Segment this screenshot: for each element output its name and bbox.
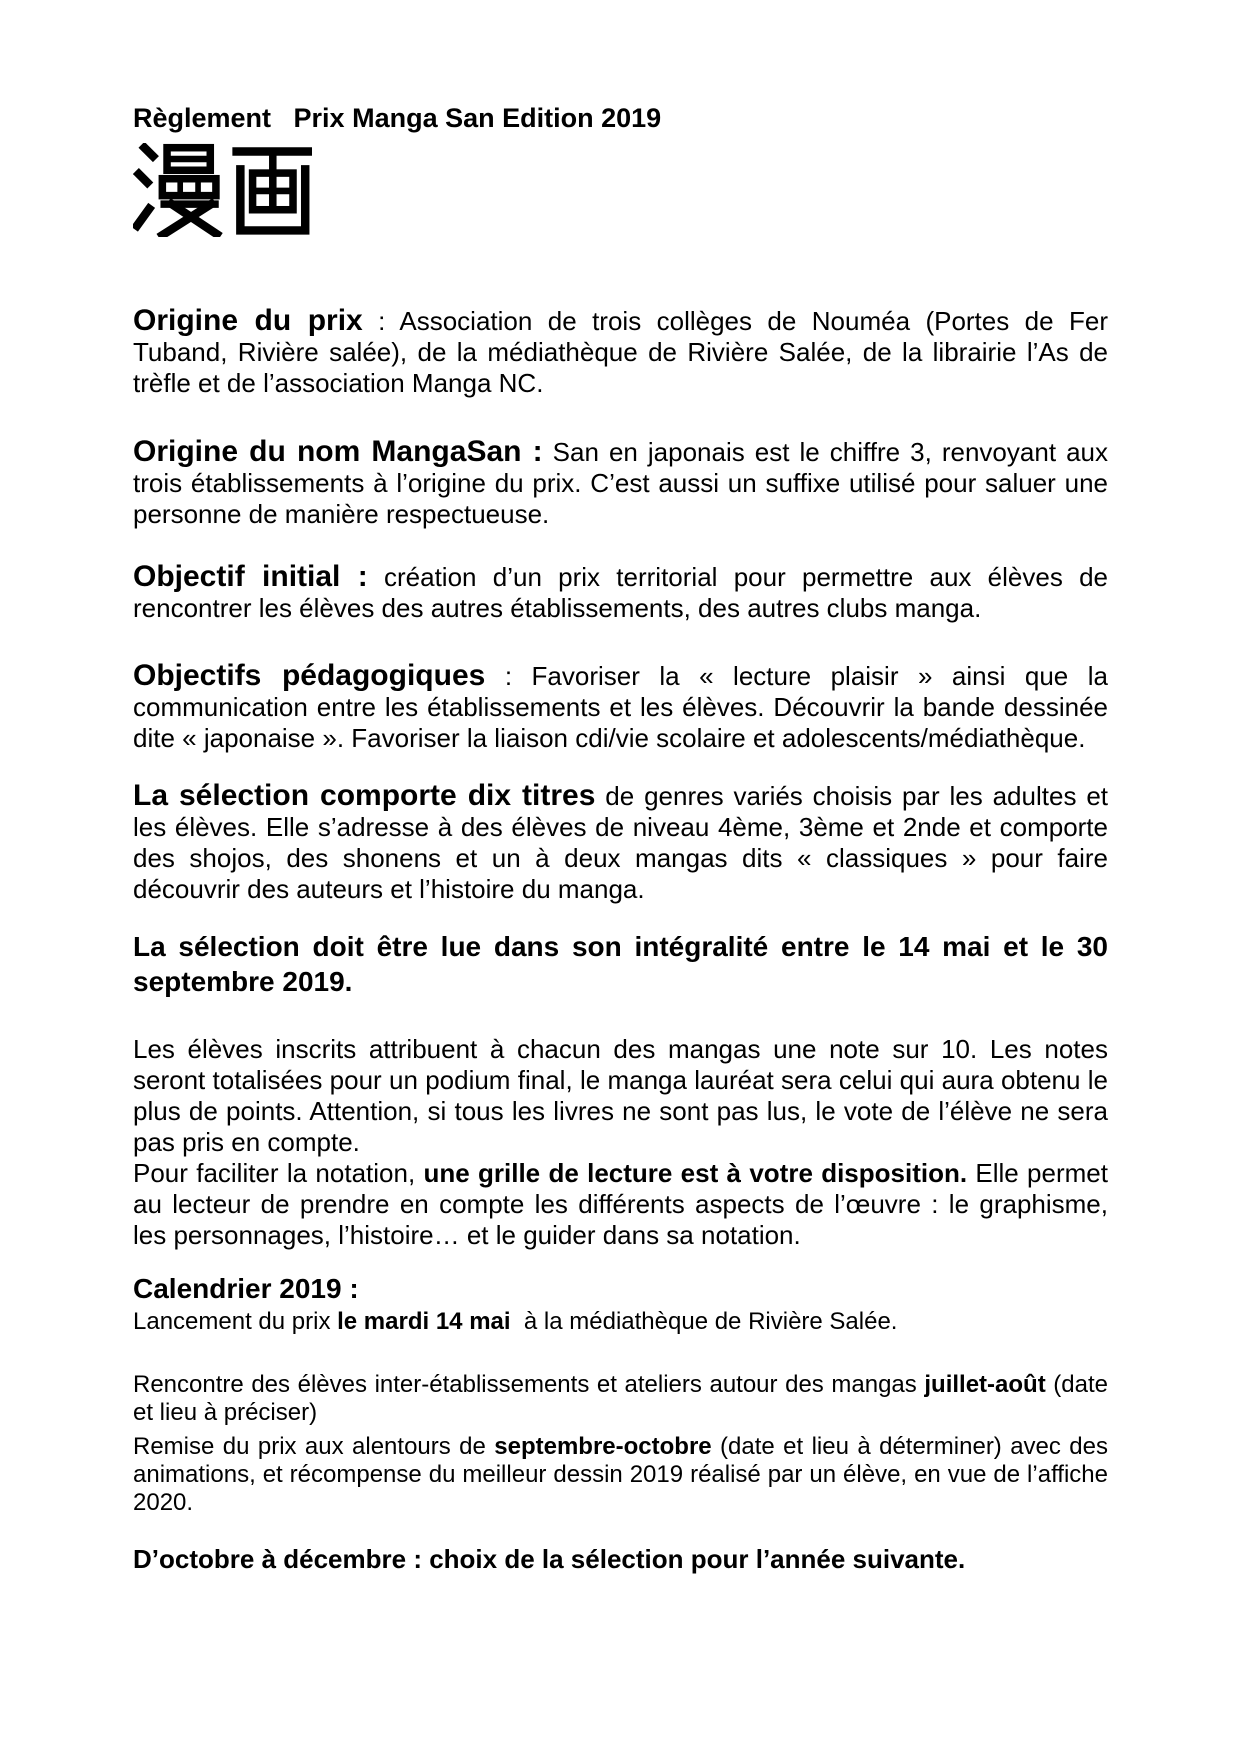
origine-du-prix-body: : Association de trois collèges de Nouméa (Portes de Fer Tuband, Rivière salée), de la médiathèque de Rivière Salée, de la librairie l’As de trèfle et de l’association Manga NC. bbox=[133, 306, 1108, 398]
document-content bbox=[133, 0, 1108, 1576]
origine-du-nom-lead: Origine du nom MangaSan : bbox=[133, 435, 543, 468]
remise-date: septembre-octobre bbox=[494, 1433, 712, 1460]
rencontre-pre: Rencontre des élèves inter-établissements et ateliers autour des mangas bbox=[133, 1371, 925, 1398]
rencontre-date: juillet-août bbox=[924, 1371, 1046, 1398]
paragraph-notation: Les élèves inscrits attribuent à chacun des mangas une note sur 10. Les notes seront totalisées pour un podium final, le manga lauréat sera celui qui aura obtenu le plus de points. Attention, si tous les livres ne sont pas lus, le vote de l’élève ne sera pas pris en compte. bbox=[133, 1034, 1108, 1157]
grille-post: Elle permet au lecteur de prendre en compte les différents aspects de l’œuvre : le graphisme, les personnages, l’histoire… et le guider dans sa notation. bbox=[133, 1158, 1108, 1250]
selection-titres-lead: La sélection comporte dix titres bbox=[133, 779, 596, 812]
paragraph-remise bbox=[133, 1433, 1108, 1517]
objectifs-pedagogiques-body: : Favoriser la « lecture plaisir » ainsi que la communication entre les établissements et les élèves. Découvrir la bande dessinée dite « japonaise ». Favoriser la liaison cdi/vie scolaire et adolescents/médiathèque. bbox=[133, 661, 1108, 753]
objectifs-pedagogiques-lead: Objectifs pédagogiques bbox=[133, 659, 486, 692]
lancement-post: à la médiathèque de Rivière Salée. bbox=[510, 1308, 898, 1335]
manga-kanji-art bbox=[133, 143, 312, 237]
paragraph-objectifs-pedagogiques bbox=[133, 660, 1108, 754]
paragraph-selection-titres bbox=[133, 780, 1108, 905]
grille-bold: une grille de lecture est à votre disposition. bbox=[423, 1158, 968, 1188]
kanji-man-glyph bbox=[137, 148, 217, 235]
remise-pre: Remise du prix aux alentours de bbox=[133, 1433, 495, 1460]
objectif-initial-lead: Objectif initial : bbox=[133, 560, 368, 593]
manga-kanji bbox=[133, 143, 1108, 237]
document-title: Règlement Prix Manga San Edition 2019 bbox=[133, 103, 662, 133]
paragraph-objectif-initial bbox=[133, 561, 1108, 624]
remise-post: (date et lieu à déterminer) avec des animations, et récompense du meilleur dessin 2019 réalisé par un élève, en vue de l’affiche 2020. bbox=[133, 1433, 1108, 1516]
grille-pre: Pour faciliter la notation, bbox=[133, 1158, 424, 1188]
lancement-date: le mardi 14 mai bbox=[337, 1308, 511, 1335]
heading-calendrier: Calendrier 2019 : bbox=[133, 1273, 359, 1304]
kanji-ga-glyph bbox=[237, 151, 309, 230]
objectif-initial-body: création d’un prix territorial pour permettre aux élèves de rencontrer les élèves des autres établissements, des autres clubs manga. bbox=[133, 562, 1108, 623]
paragraph-grille-lecture bbox=[133, 1158, 1108, 1251]
selection-titres-body: de genres variés choisis par les adultes et les élèves. Elle s’adresse à des élèves de niveau 4ème, 3ème et 2nde et comporte des shojos, des shonens et un à deux mangas dits « classiques » pour faire découvrir des auteurs et l’histoire du manga. bbox=[133, 781, 1108, 904]
origine-du-prix-lead: Origine du prix bbox=[133, 304, 363, 337]
lancement-pre: Lancement du prix bbox=[133, 1308, 338, 1335]
paragraph-origine-du-prix bbox=[133, 305, 1108, 399]
origine-du-nom-body: San en japonais est le chiffre 3, renvoyant aux trois établissements à l’origine du prix. C’est aussi un suffixe utilisé pour saluer une personne de manière respectueuse. bbox=[133, 437, 1108, 529]
rencontre-post: (date et lieu à préciser) bbox=[133, 1371, 1108, 1426]
heading-conclusion: D’octobre à décembre : choix de la sélection pour l’année suivante. bbox=[133, 1544, 966, 1574]
line-lancement bbox=[133, 1308, 1108, 1336]
paragraph-rencontre bbox=[133, 1371, 1108, 1427]
heading-selection-lue: La sélection doit être lue dans son intégralité entre le 14 mai et le 30 septembre 2019. bbox=[133, 931, 1108, 997]
paragraph-origine-du-nom bbox=[133, 436, 1108, 530]
